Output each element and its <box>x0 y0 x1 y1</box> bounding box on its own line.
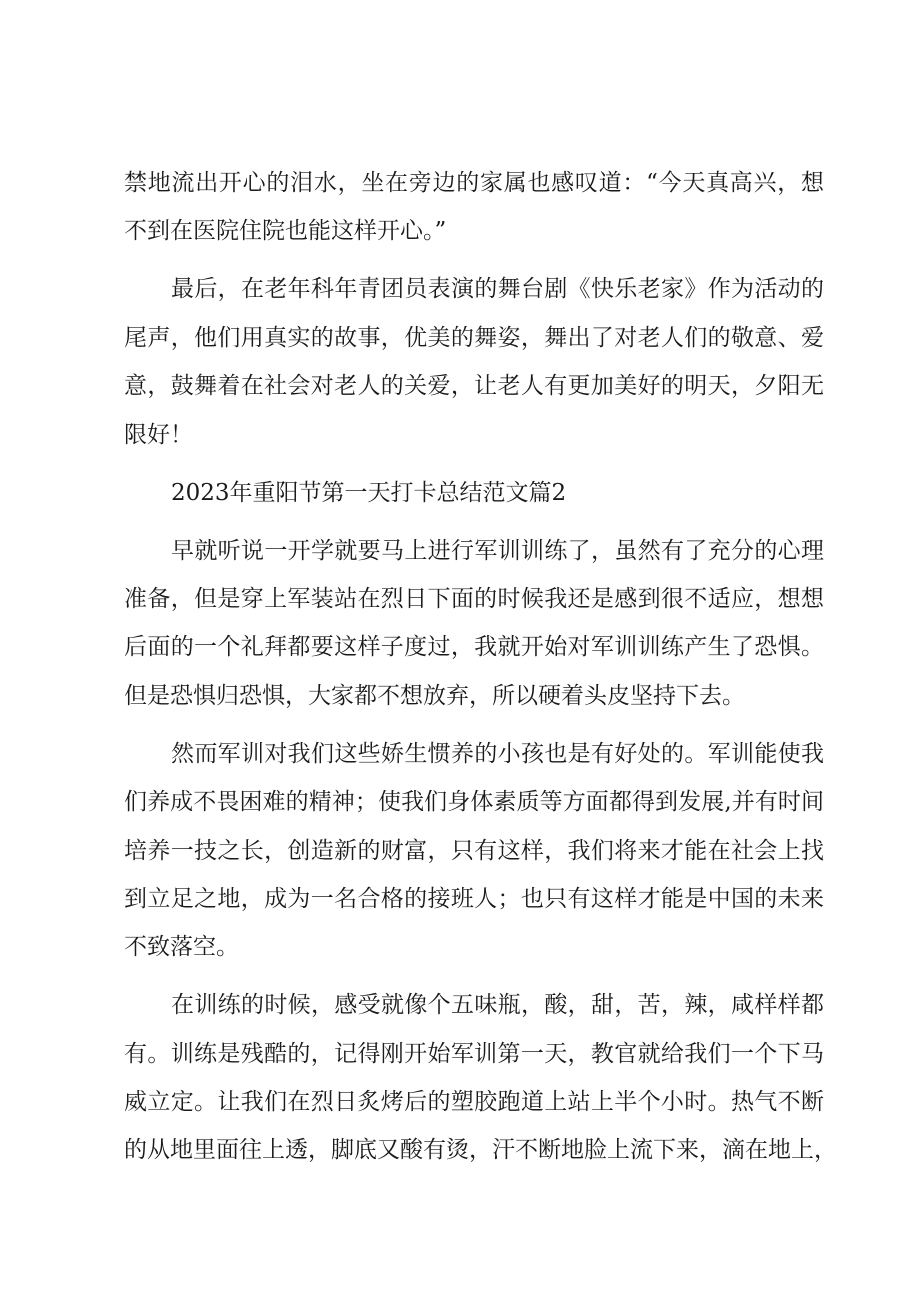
text-line: 后面的一个礼拜都要这样子度过，我就开始对军训训练产生了恐惧。 <box>124 634 824 661</box>
text-line: 在训练的时候，感受就像个五味瓶，酸，甜，苦，辣，咸样样都 <box>171 992 824 1019</box>
text-line: 早就听说一开学就要马上进行军训训练了，虽然有了充分的心理 <box>171 537 824 564</box>
text-line: 们养成不畏困难的精神；使我们身体素质等方面都得到发展,并有时间 <box>124 789 824 816</box>
text-line: 准备，但是穿上军装站在烈日下面的时候我还是感到很不适应，想想 <box>124 585 824 612</box>
text-line: 不致落空。 <box>124 934 239 961</box>
text-line: 的从地里面往上透，脚底又酸有烫，汗不断地脸上流下来，滴在地上， <box>124 1137 837 1164</box>
text-line: 限好！ <box>124 421 193 448</box>
document-body <box>124 169 837 1164</box>
text-line: 不到在医院住院也能这样开心。” <box>124 218 447 245</box>
text-line: 威立定。让我们在烈日炙烤后的塑胶跑道上站上半个小时。热气不断 <box>124 1089 824 1116</box>
paragraph <box>124 991 837 1164</box>
text-line: 到立足之地，成为一名合格的接班人；也只有这样才能是中国的未来 <box>124 885 824 912</box>
section-heading: 2023年重阳节第一天打卡总结范文篇2 <box>171 479 567 506</box>
paragraph <box>124 537 824 710</box>
paragraph <box>124 740 824 962</box>
text-line: 但是恐惧归恐惧，大家都不想放弃，所以硬着头皮坚持下去。 <box>124 682 745 709</box>
paragraph <box>124 169 824 245</box>
paragraph <box>124 275 824 448</box>
text-line: 尾声，他们用真实的故事，优美的舞姿，舞出了对老人们的敬意、爱 <box>124 324 824 351</box>
text-line: 禁地流出开心的泪水，坐在旁边的家属也感叹道：“今天真高兴，想 <box>124 170 824 196</box>
text-line: 有。训练是残酷的，记得刚开始军训第一天，教官就给我们一个下马 <box>124 1040 824 1067</box>
text-line: 意，鼓舞着在社会对老人的关爱，让老人有更加美好的明天，夕阳无 <box>124 373 824 400</box>
text-line: 然而军训对我们这些娇生惯养的小孩也是有好处的。军训能使我 <box>171 740 824 767</box>
text-line: 培养一技之长，创造新的财富，只有这样，我们将来才能在社会上找 <box>124 837 824 864</box>
text-line: 最后，在老年科年青团员表演的舞台剧《快乐老家》作为活动的 <box>171 276 824 303</box>
